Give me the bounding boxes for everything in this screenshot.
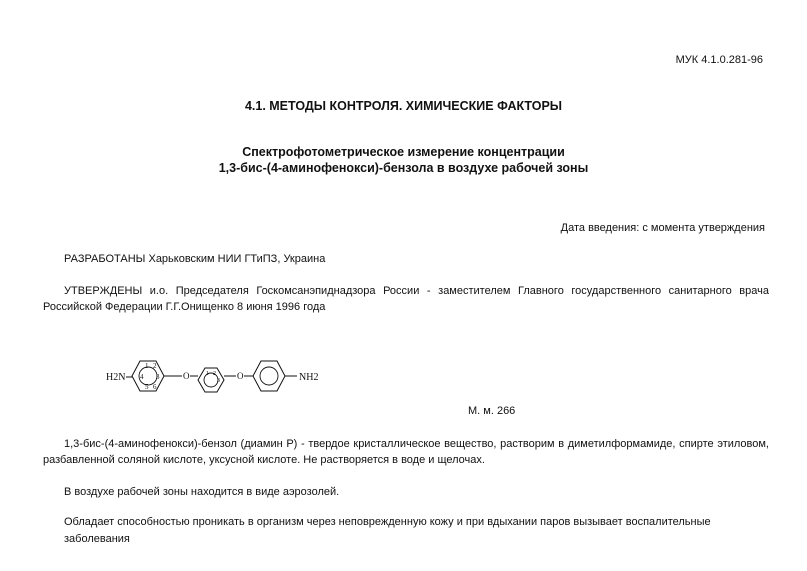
ring1-number-2: 2	[153, 362, 157, 370]
paragraph-aerosol: В воздухе рабочей зоны находится в виде аэрозолей.	[64, 486, 340, 498]
document-code: МУК 4.1.0.281-96	[675, 54, 763, 66]
structural-formula-svg	[104, 355, 344, 405]
document-title-line2: 1,3-бис-(4-аминофенокси)-бензола в воздухе рабочей зоны	[218, 161, 589, 175]
oxygen-bridge-right: O	[237, 371, 244, 381]
benzene-ring-2	[198, 368, 224, 392]
paragraph-properties-line1: 1,3-бис-(4-аминофенокси)-бензол (диамин Р) - твердое кристаллическое вещество, растворим в диметилформамиде, спирте этиловом,	[64, 438, 769, 450]
oxygen-bridge-left: O	[183, 371, 190, 381]
document-title-line1: Спектрофотометрическое измерение концентрации	[242, 145, 565, 159]
structural-formula	[104, 355, 344, 405]
amino-group-left: H2N	[106, 372, 126, 383]
developed-by-text: РАЗРАБОТАНЫ Харьковским НИИ ГТиПЗ, Украина	[64, 253, 326, 265]
ring1-number-6: 6	[153, 383, 157, 391]
paragraph-toxicity: Обладает способностью проникать в организм через неповрежденную кожу и при вдыхании паров вызывает воспалительные заболевания	[64, 516, 711, 545]
ring2-number-2: 2	[213, 371, 216, 377]
benzene-ring-3	[253, 361, 285, 391]
molar-mass: М. м. 266	[468, 405, 516, 417]
section-title: 4.1. МЕТОДЫ КОНТРОЛЯ. ХИМИЧЕСКИЕ ФАКТОРЫ	[244, 99, 563, 113]
ring1-number-4: 4	[140, 373, 144, 381]
ring2-number-1: 1	[206, 371, 209, 377]
ring1-number-1: 1	[145, 362, 149, 370]
ring2-number-3: 3	[217, 378, 220, 384]
paragraph-properties-line2: разбавленной соляной кислоте, уксусной кислоте. Не растворяется в воде и щелочах.	[43, 454, 485, 466]
amino-group-right: NH2	[299, 372, 319, 383]
ring1-number-5: 5	[145, 383, 149, 391]
ring1-number-3: 3	[156, 373, 160, 381]
approved-by-line1: УТВЕРЖДЕНЫ и.о. Председателя Госкомсанэпиднадзора России - заместителем Главного государственного санитарного врача	[64, 285, 769, 297]
approved-by-line2: Российской Федерации Г.Г.Онищенко 8 июня 1996 года	[43, 301, 326, 313]
introduction-date: Дата введения: с момента утверждения	[560, 222, 765, 234]
